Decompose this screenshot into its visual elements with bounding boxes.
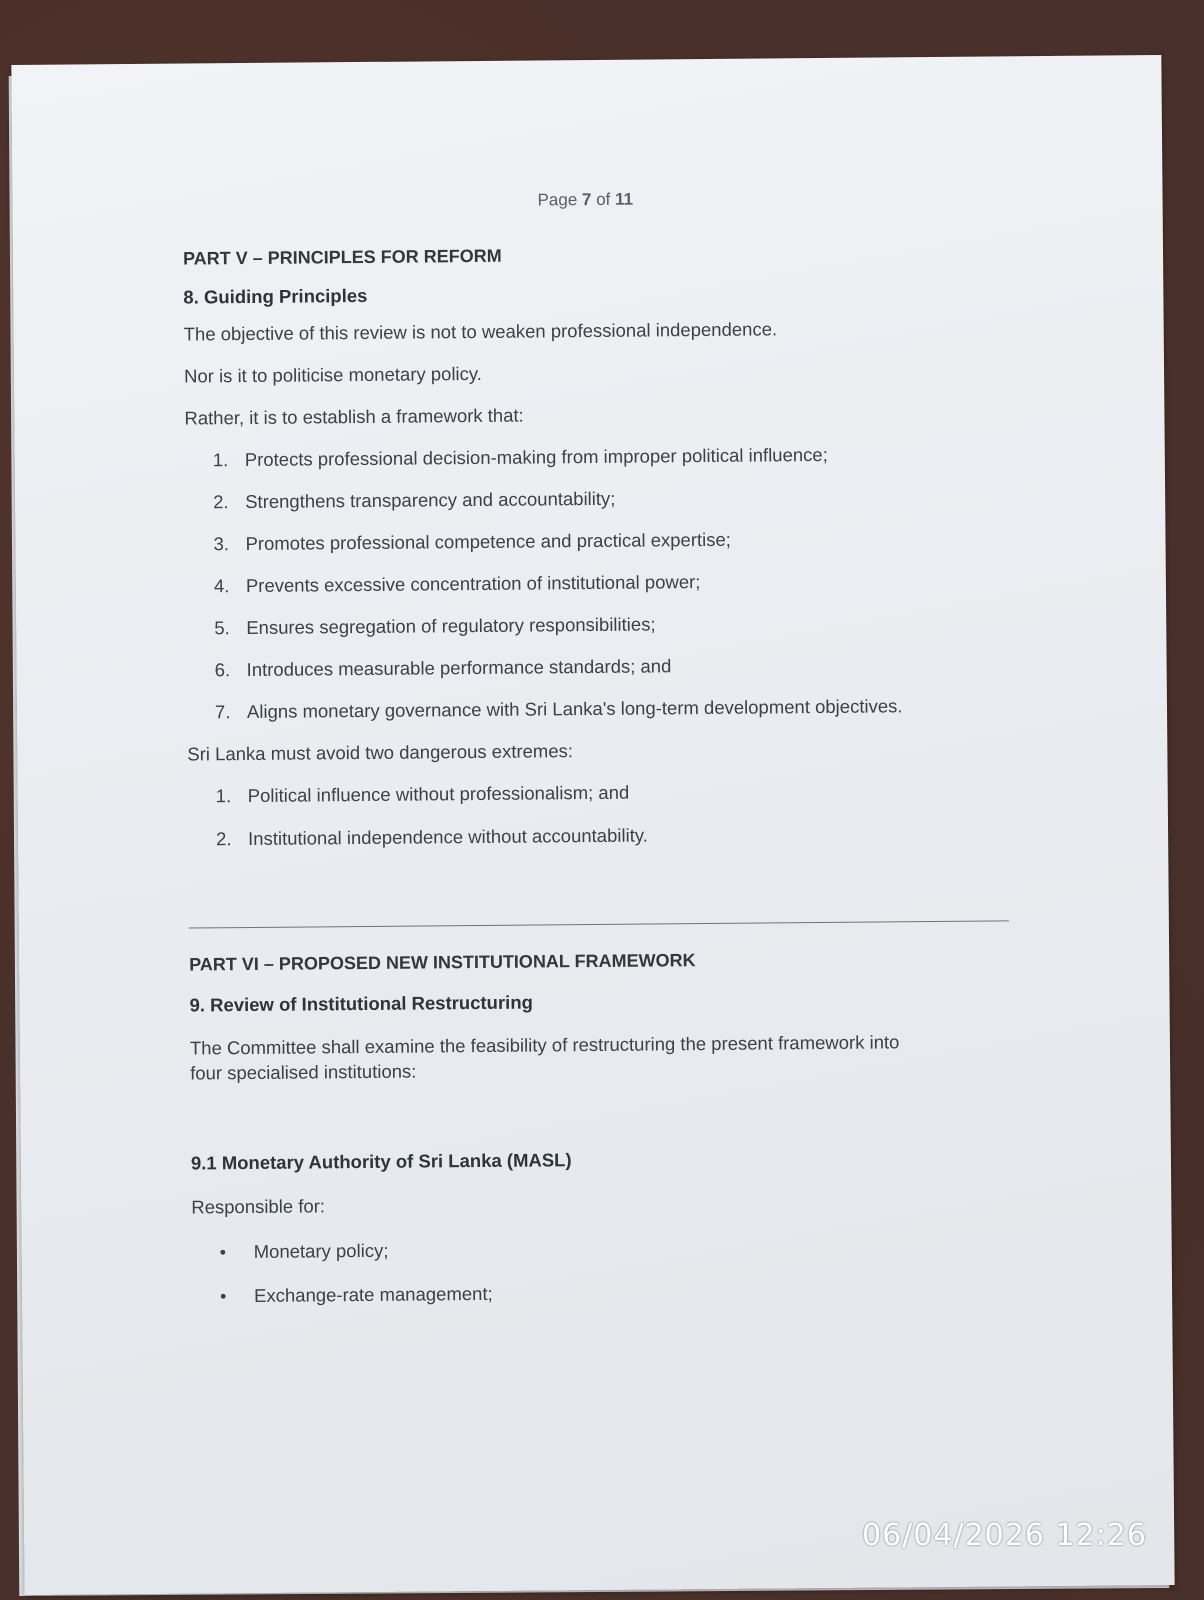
restructuring-line-2: four specialised institutions: [190, 1060, 417, 1084]
principle-item [214, 609, 1006, 641]
principle-number: 7. [214, 700, 231, 723]
principle-number: 2. [213, 491, 229, 513]
photo-timestamp: 06/04/2026 12:26 [862, 1518, 1147, 1553]
responsibility-item [219, 1233, 1012, 1265]
principle-text: Strengthens transparency and accountability; [245, 487, 616, 512]
principle-text: Prevents excessive concentration of institutional power; [245, 570, 701, 596]
responsibilities-list [219, 1233, 1013, 1310]
extremes-list [215, 777, 1009, 852]
extreme-item [215, 777, 1008, 809]
responsibility-text: Monetary policy; [253, 1239, 389, 1262]
principle-text: Aligns monetary governance with Sri Lanka's long-term development objectives. [246, 695, 903, 722]
part6-heading: PART VI – PROPOSED NEW INSTITUTIONAL FRAMEWORK [189, 949, 696, 975]
principle-item [214, 651, 1007, 683]
principle-text: Ensures segregation of regulatory responsibilities; [246, 613, 656, 638]
restructuring-paragraph [190, 1029, 1010, 1086]
page-number-of: of [596, 189, 611, 209]
principle-number: 1. [212, 449, 229, 471]
extremes-intro-paragraph: Sri Lanka must avoid two dangerous extremes: [187, 739, 574, 765]
objective-paragraph: The objective of this review is not to weaken professional independence. [183, 318, 778, 345]
responsibility-text: Exchange-rate management; [254, 1283, 493, 1307]
principle-item [213, 525, 1005, 557]
principle-number: 6. [214, 658, 231, 681]
extreme-text: Political influence without professionalism; and [247, 781, 630, 806]
restructuring-line-1: The Committee shall examine the feasibility of restructuring the present framework into [189, 1030, 900, 1059]
principles-list [212, 441, 1007, 724]
extreme-text: Institutional independence without accountability. [248, 824, 648, 849]
principle-text: Introduces measurable performance standards; and [246, 655, 672, 680]
document-page [11, 55, 1174, 1595]
part5-heading: PART V – PRINCIPLES FOR REFORM [182, 245, 502, 269]
masl-title: 9.1 Monetary Authority of Sri Lanka (MASL) [190, 1148, 572, 1174]
page-number-prefix: Page [537, 190, 578, 210]
extreme-number: 1. [215, 784, 232, 806]
principle-number: 5. [214, 616, 230, 639]
bullet-icon: • [220, 1286, 227, 1307]
restructuring-title: 9. Review of Institutional Restructuring [189, 991, 533, 1016]
principle-text: Protects professional decision-making from improper political influence; [244, 443, 828, 470]
principle-item [213, 483, 1005, 515]
principle-number: 4. [213, 574, 230, 597]
principle-item [212, 441, 1005, 473]
page-number-total: 11 [615, 189, 634, 209]
principle-item [213, 567, 1006, 599]
framework-intro-paragraph: Rather, it is to establish a framework that: [184, 404, 524, 429]
page-number-current: 7 [581, 189, 592, 210]
politicise-paragraph: Nor is it to politicise monetary policy. [183, 362, 482, 387]
principle-number: 3. [213, 533, 230, 555]
page-content [183, 241, 1012, 1310]
page-number [537, 190, 633, 211]
bullet-icon: • [219, 1241, 227, 1262]
principle-text: Promotes professional competence and practical expertise; [245, 528, 731, 554]
extreme-number: 2. [216, 827, 232, 849]
responsible-label: Responsible for: [191, 1194, 326, 1218]
guiding-principles-title: 8. Guiding Principles [183, 284, 368, 308]
responsibility-item [220, 1278, 1012, 1310]
